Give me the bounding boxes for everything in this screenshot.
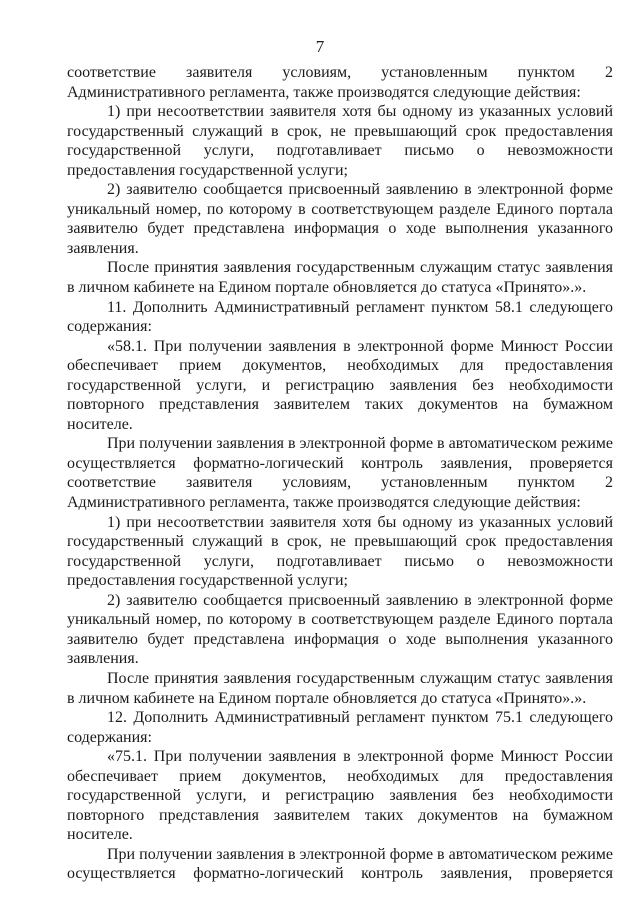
paragraph-6: «58.1. При получении заявления в электронной форме Минюст России обеспечивает прием документов, необходимых для предоставления государственной услуги, и регистрацию заявления без необходимости повторного представления заявителем таких документов на бумажном носителе. — [67, 337, 613, 433]
paragraph-2: 1) при несоответствии заявителя хотя бы одному из указанных условий государственный служащий в срок, не превышающий срок предоставления государственной услуги, подготавливает письмо о невозможности предоставления государственной услуги; — [67, 103, 613, 179]
paragraph-13: При получении заявления в электронной форме в автоматическом режиме осуществляется форматно-логический контроль заявления, проверяется — [67, 845, 613, 883]
page-number: 7 — [315, 37, 325, 56]
paragraph-11: 12. Дополнить Административный регламент пунктом 75.1 следующего содержания: — [67, 709, 613, 746]
paragraph-10: После принятия заявления государственным служащим статус заявления в личном кабинете на Едином портале обновляется до статуса «Принято».». — [67, 669, 613, 707]
paragraph-1: соответствие заявителя условиям, установленным пунктом 2 Административного регламента, также производятся следующие действия: — [67, 64, 613, 101]
paragraph-8: 1) при несоответствии заявителя хотя бы одному из указанных условий государственный служащий в срок, не превышающий срок предоставления государственной услуги, подготавливает письмо о невозможности предоставления государственной услуги; — [67, 513, 613, 590]
paragraph-4: После принятия заявления государственным служащим статус заявления в личном кабинете на Едином портале обновляется до статуса «Принято».». — [67, 259, 613, 297]
paragraph-5: 11. Дополнить Административный регламент пунктом 58.1 следующего содержания: — [67, 298, 613, 336]
paragraph-7: При получении заявления в электронной форме в автоматическом режиме осуществляется форматно-логический контроль заявления, проверяется соответствие заявителя условиям, установленным пунктом 2 Административного регламента, также производятся следующие действия: — [67, 435, 613, 512]
document-body — [67, 63, 613, 884]
paragraph-9: 2) заявителю сообщается присвоенный заявлению в электронной форме уникальный номер, по которому в соответствующем разделе Единого портала заявителю будет представлена информация о ходе выполнения указанного заявления. — [67, 591, 613, 668]
paragraph-3: 2) заявителю сообщается присвоенный заявлению в электронной форме уникальный номер, по которому в соответствующем разделе Единого портала заявителю будет представлена информация о ходе выполнения указанного заявления. — [67, 181, 613, 257]
paragraph-12: «75.1. При получении заявления в электронной форме Минюст России обеспечивает прием документов, необходимых для предоставления государственной услуги, и регистрацию заявления без необходимости повторного представления заявителем таких документов на бумажном носителе. — [67, 748, 613, 844]
